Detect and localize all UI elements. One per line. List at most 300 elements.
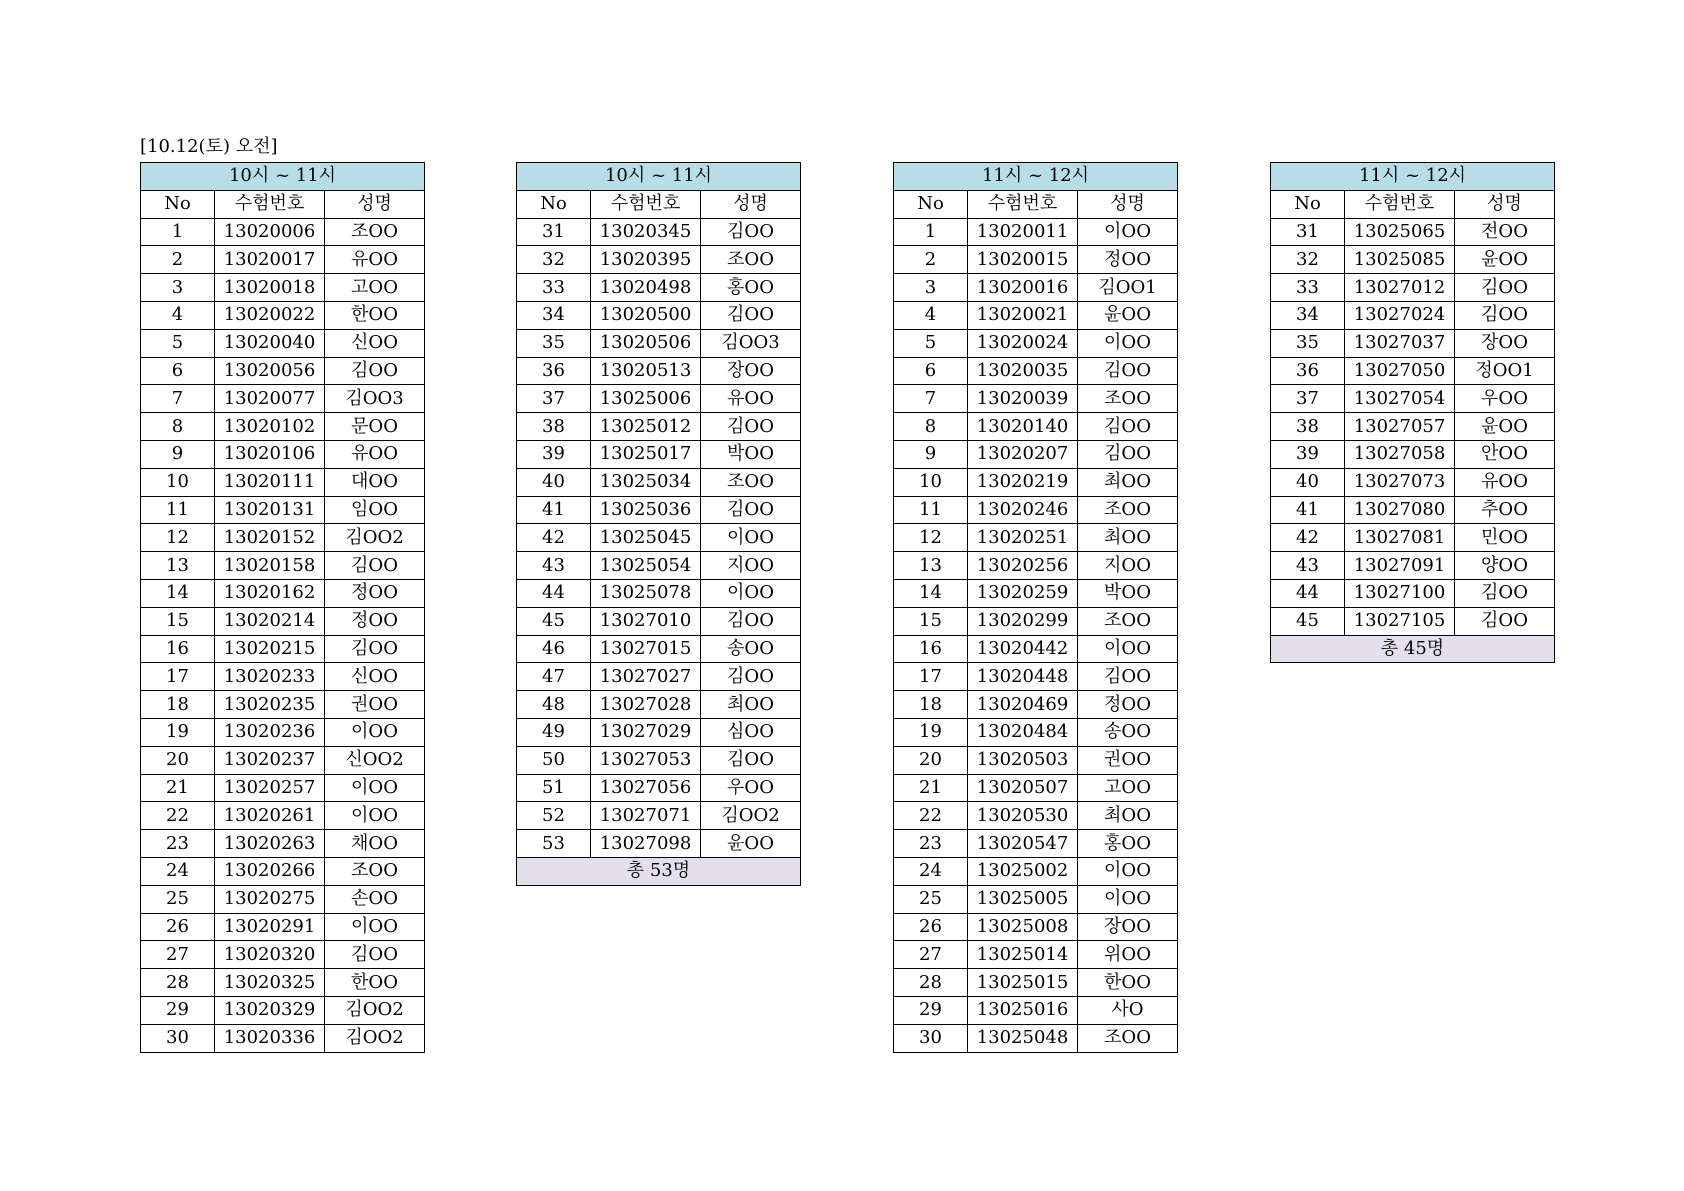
- row-number: 37: [1271, 385, 1345, 413]
- table-row: [141, 607, 425, 635]
- exam-number: 13020039: [968, 385, 1078, 413]
- table-row: [894, 579, 1178, 607]
- column-header-no: No: [894, 190, 968, 218]
- column-header-name: 성명: [1078, 190, 1178, 218]
- table-row: [141, 552, 425, 580]
- table-row: [1271, 218, 1555, 246]
- row-number: 39: [517, 440, 591, 468]
- exam-number: 13020261: [215, 802, 325, 830]
- exam-number: 13027028: [591, 691, 701, 719]
- column-header-no: No: [141, 190, 215, 218]
- candidate-name: 한OO: [325, 969, 425, 997]
- table-row: [1271, 301, 1555, 329]
- row-number: 13: [894, 552, 968, 580]
- table-row: [894, 691, 1178, 719]
- exam-number: 13020158: [215, 552, 325, 580]
- column-header-row: [141, 190, 425, 218]
- exam-number: 13027053: [591, 746, 701, 774]
- exam-number: 13020235: [215, 691, 325, 719]
- candidate-name: 위OO: [1078, 941, 1178, 969]
- candidate-name: 김OO3: [325, 385, 425, 413]
- candidate-name: 홍OO: [1078, 830, 1178, 858]
- exam-number: 13027100: [1345, 579, 1455, 607]
- row-number: 40: [1271, 468, 1345, 496]
- row-number: 3: [141, 274, 215, 302]
- candidate-name: 이OO: [1078, 329, 1178, 357]
- table-row: [141, 969, 425, 997]
- page-title: [10.12(토) 오전]: [140, 136, 278, 157]
- row-number: 31: [517, 218, 591, 246]
- exam-number: 13025065: [1345, 218, 1455, 246]
- exam-number: 13025006: [591, 385, 701, 413]
- candidate-name: 조OO: [1078, 496, 1178, 524]
- table-row: [517, 718, 801, 746]
- row-number: 19: [894, 718, 968, 746]
- table-row: [1271, 440, 1555, 468]
- candidate-name: 고OO: [325, 274, 425, 302]
- candidate-name: 김OO: [1455, 274, 1555, 302]
- candidate-name: 김OO: [325, 635, 425, 663]
- candidate-name: 민OO: [1455, 524, 1555, 552]
- row-number: 30: [894, 1024, 968, 1052]
- candidate-name: 송OO: [1078, 718, 1178, 746]
- table-row: [517, 663, 801, 691]
- candidate-name: 고OO: [1078, 774, 1178, 802]
- candidate-name: 사O: [1078, 996, 1178, 1024]
- exam-number: 13025005: [968, 885, 1078, 913]
- exam-number: 13027058: [1345, 440, 1455, 468]
- exam-number: 13020469: [968, 691, 1078, 719]
- table-row: [894, 746, 1178, 774]
- exam-number: 13020106: [215, 440, 325, 468]
- exam-number: 13020513: [591, 357, 701, 385]
- table-row: [1271, 385, 1555, 413]
- row-number: 3: [894, 274, 968, 302]
- row-number: 35: [517, 329, 591, 357]
- candidate-name: 정OO: [325, 579, 425, 607]
- exam-number: 13020448: [968, 663, 1078, 691]
- exam-number: 13020215: [215, 635, 325, 663]
- row-number: 50: [517, 746, 591, 774]
- candidate-name: 김OO: [701, 663, 801, 691]
- table-row: [517, 746, 801, 774]
- exam-number: 13020246: [968, 496, 1078, 524]
- exam-number: 13025016: [968, 996, 1078, 1024]
- column-header-name: 성명: [1455, 190, 1555, 218]
- exam-number: 13020102: [215, 413, 325, 441]
- exam-number: 13025015: [968, 969, 1078, 997]
- exam-number: 13027015: [591, 635, 701, 663]
- exam-number: 13020236: [215, 718, 325, 746]
- table-row: [1271, 607, 1555, 635]
- column-header-exam-number: 수험번호: [1345, 190, 1455, 218]
- exam-number: 13020207: [968, 440, 1078, 468]
- table-row: [517, 496, 801, 524]
- table-row: [894, 996, 1178, 1024]
- exam-number: 13020251: [968, 524, 1078, 552]
- row-number: 29: [141, 996, 215, 1024]
- exam-number: 13020507: [968, 774, 1078, 802]
- row-number: 23: [141, 830, 215, 858]
- time-slot-row: [141, 163, 425, 191]
- row-number: 10: [894, 468, 968, 496]
- candidate-name: 양OO: [1455, 552, 1555, 580]
- exam-number: 13025085: [1345, 246, 1455, 274]
- table-row: [894, 301, 1178, 329]
- candidate-name: 유OO: [325, 440, 425, 468]
- candidate-name: 김OO: [1078, 663, 1178, 691]
- candidate-name: 김OO: [1078, 413, 1178, 441]
- candidate-name: 윤OO: [1455, 246, 1555, 274]
- table-row: [141, 579, 425, 607]
- table-row: [894, 830, 1178, 858]
- candidate-name: 이OO: [701, 524, 801, 552]
- exam-number: 13027080: [1345, 496, 1455, 524]
- table-row: [141, 468, 425, 496]
- exam-number: 13025014: [968, 941, 1078, 969]
- candidate-name: 김OO: [1455, 607, 1555, 635]
- exam-number: 13027057: [1345, 413, 1455, 441]
- exam-number: 13027105: [1345, 607, 1455, 635]
- exam-number: 13020040: [215, 329, 325, 357]
- table-row: [141, 718, 425, 746]
- column-header-row: [517, 190, 801, 218]
- candidate-name: 임OO: [325, 496, 425, 524]
- candidate-name: 김OO3: [701, 329, 801, 357]
- table-row: [894, 329, 1178, 357]
- exam-number: 13020275: [215, 885, 325, 913]
- candidate-name: 우OO: [701, 774, 801, 802]
- table-row: [517, 607, 801, 635]
- candidate-name: 김OO: [701, 301, 801, 329]
- row-number: 43: [517, 552, 591, 580]
- table-row: [1271, 246, 1555, 274]
- candidate-name: 문OO: [325, 413, 425, 441]
- exam-number: 13020256: [968, 552, 1078, 580]
- candidate-name: 조OO: [325, 857, 425, 885]
- exam-number: 13025002: [968, 857, 1078, 885]
- exam-number: 13020140: [968, 413, 1078, 441]
- row-number: 48: [517, 691, 591, 719]
- row-number: 21: [894, 774, 968, 802]
- time-slot-header: 10시 ~ 11시: [517, 163, 801, 191]
- row-number: 1: [894, 218, 968, 246]
- exam-number: 13020299: [968, 607, 1078, 635]
- table-row: [1271, 496, 1555, 524]
- candidate-name: 손OO: [325, 885, 425, 913]
- row-number: 4: [894, 301, 968, 329]
- roster-table-3: [893, 162, 1178, 1053]
- time-slot-header: 11시 ~ 12시: [1271, 163, 1555, 191]
- column-header-name: 성명: [701, 190, 801, 218]
- row-number: 41: [517, 496, 591, 524]
- table-row: [1271, 274, 1555, 302]
- table-row: [517, 246, 801, 274]
- exam-number: 13020547: [968, 830, 1078, 858]
- exam-number: 13020336: [215, 1024, 325, 1052]
- time-slot-header: 11시 ~ 12시: [894, 163, 1178, 191]
- exam-number: 13025045: [591, 524, 701, 552]
- row-number: 4: [141, 301, 215, 329]
- row-number: 45: [517, 607, 591, 635]
- row-number: 31: [1271, 218, 1345, 246]
- exam-number: 13020503: [968, 746, 1078, 774]
- row-number: 20: [141, 746, 215, 774]
- row-number: 25: [141, 885, 215, 913]
- row-number: 11: [141, 496, 215, 524]
- table-row: [141, 440, 425, 468]
- table-row: [517, 830, 801, 858]
- candidate-name: 김OO: [1455, 579, 1555, 607]
- row-number: 6: [141, 357, 215, 385]
- candidate-name: 김OO: [701, 218, 801, 246]
- exam-number: 13020291: [215, 913, 325, 941]
- candidate-name: 장OO: [701, 357, 801, 385]
- row-number: 26: [141, 913, 215, 941]
- column-header-name: 성명: [325, 190, 425, 218]
- exam-number: 13027050: [1345, 357, 1455, 385]
- table-row: [141, 524, 425, 552]
- exam-number: 13027010: [591, 607, 701, 635]
- row-number: 42: [1271, 524, 1345, 552]
- row-number: 41: [1271, 496, 1345, 524]
- row-number: 28: [894, 969, 968, 997]
- candidate-name: 김OO: [701, 607, 801, 635]
- table-row: [894, 635, 1178, 663]
- exam-number: 13020011: [968, 218, 1078, 246]
- exam-number: 13025048: [968, 1024, 1078, 1052]
- exam-number: 13020345: [591, 218, 701, 246]
- row-number: 49: [517, 718, 591, 746]
- row-number: 12: [141, 524, 215, 552]
- time-slot-row: [517, 163, 801, 191]
- exam-number: 13027071: [591, 802, 701, 830]
- table-row: [517, 524, 801, 552]
- row-number: 8: [141, 413, 215, 441]
- row-number: 23: [894, 830, 968, 858]
- table-row: [141, 301, 425, 329]
- table-row: [141, 857, 425, 885]
- table-row: [141, 802, 425, 830]
- total-count: 총 53명: [517, 857, 801, 885]
- table-row: [517, 440, 801, 468]
- table-row: [894, 774, 1178, 802]
- row-number: 7: [141, 385, 215, 413]
- row-number: 24: [894, 857, 968, 885]
- exam-number: 13020017: [215, 246, 325, 274]
- exam-number: 13020162: [215, 579, 325, 607]
- row-number: 16: [141, 635, 215, 663]
- table-row: [517, 802, 801, 830]
- candidate-name: 이OO: [325, 718, 425, 746]
- table-row: [517, 385, 801, 413]
- exam-number: 13020320: [215, 941, 325, 969]
- exam-number: 13027073: [1345, 468, 1455, 496]
- row-number: 46: [517, 635, 591, 663]
- candidate-name: 김OO: [325, 552, 425, 580]
- candidate-name: 지OO: [1078, 552, 1178, 580]
- candidate-name: 김OO2: [325, 1024, 425, 1052]
- exam-number: 13020111: [215, 468, 325, 496]
- candidate-name: 조OO: [701, 246, 801, 274]
- candidate-name: 권OO: [1078, 746, 1178, 774]
- exam-number: 13020325: [215, 969, 325, 997]
- row-number: 2: [141, 246, 215, 274]
- row-number: 36: [517, 357, 591, 385]
- candidate-name: 권OO: [325, 691, 425, 719]
- exam-number: 13020498: [591, 274, 701, 302]
- exam-number: 13025008: [968, 913, 1078, 941]
- row-number: 33: [517, 274, 591, 302]
- column-header-no: No: [1271, 190, 1345, 218]
- row-number: 33: [1271, 274, 1345, 302]
- exam-number: 13020500: [591, 301, 701, 329]
- row-number: 44: [517, 579, 591, 607]
- exam-number: 13027091: [1345, 552, 1455, 580]
- exam-number: 13020018: [215, 274, 325, 302]
- row-number: 34: [517, 301, 591, 329]
- candidate-name: 유OO: [701, 385, 801, 413]
- table-row: [1271, 413, 1555, 441]
- candidate-name: 김OO2: [701, 802, 801, 830]
- table-row: [141, 941, 425, 969]
- row-number: 17: [141, 663, 215, 691]
- table-row: [141, 413, 425, 441]
- row-number: 45: [1271, 607, 1345, 635]
- candidate-name: 이OO: [325, 802, 425, 830]
- exam-number: 13020263: [215, 830, 325, 858]
- candidate-name: 이OO: [1078, 885, 1178, 913]
- column-header-exam-number: 수험번호: [968, 190, 1078, 218]
- table-row: [894, 218, 1178, 246]
- exam-number: 13027056: [591, 774, 701, 802]
- candidate-name: 김OO: [701, 746, 801, 774]
- candidate-name: 안OO: [1455, 440, 1555, 468]
- candidate-name: 유OO: [1455, 468, 1555, 496]
- total-row: [1271, 635, 1555, 663]
- table-row: [141, 246, 425, 274]
- table-row: [894, 802, 1178, 830]
- column-header-exam-number: 수험번호: [215, 190, 325, 218]
- row-number: 35: [1271, 329, 1345, 357]
- candidate-name: 윤OO: [1078, 301, 1178, 329]
- exam-number: 13027037: [1345, 329, 1455, 357]
- candidate-name: 우OO: [1455, 385, 1555, 413]
- row-number: 51: [517, 774, 591, 802]
- row-number: 6: [894, 357, 968, 385]
- candidate-name: 윤OO: [701, 830, 801, 858]
- exam-number: 13025017: [591, 440, 701, 468]
- candidate-name: 신OO: [325, 329, 425, 357]
- candidate-name: 조OO: [1078, 1024, 1178, 1052]
- row-number: 9: [894, 440, 968, 468]
- table-row: [894, 357, 1178, 385]
- row-number: 19: [141, 718, 215, 746]
- candidate-name: 김OO: [701, 496, 801, 524]
- candidate-name: 김OO2: [325, 524, 425, 552]
- exam-number: 13020131: [215, 496, 325, 524]
- exam-number: 13020329: [215, 996, 325, 1024]
- total-count: 총 45명: [1271, 635, 1555, 663]
- table-row: [894, 969, 1178, 997]
- row-number: 14: [141, 579, 215, 607]
- table-row: [894, 552, 1178, 580]
- exam-number: 13020506: [591, 329, 701, 357]
- candidate-name: 김OO: [1078, 357, 1178, 385]
- table-row: [141, 774, 425, 802]
- row-number: 15: [141, 607, 215, 635]
- row-number: 1: [141, 218, 215, 246]
- exam-number: 13027012: [1345, 274, 1455, 302]
- table-row: [894, 607, 1178, 635]
- candidate-name: 홍OO: [701, 274, 801, 302]
- table-row: [894, 718, 1178, 746]
- table-row: [894, 1024, 1178, 1052]
- row-number: 32: [517, 246, 591, 274]
- table-row: [517, 329, 801, 357]
- table-row: [141, 830, 425, 858]
- row-number: 36: [1271, 357, 1345, 385]
- exam-number: 13020035: [968, 357, 1078, 385]
- table-row: [141, 1024, 425, 1052]
- exam-number: 13020006: [215, 218, 325, 246]
- table-row: [141, 274, 425, 302]
- candidate-name: 김OO: [325, 357, 425, 385]
- candidate-name: 심OO: [701, 718, 801, 746]
- row-number: 9: [141, 440, 215, 468]
- exam-number: 13025012: [591, 413, 701, 441]
- exam-number: 13025078: [591, 579, 701, 607]
- row-number: 16: [894, 635, 968, 663]
- row-number: 29: [894, 996, 968, 1024]
- row-number: 13: [141, 552, 215, 580]
- exam-number: 13020077: [215, 385, 325, 413]
- exam-number: 13020016: [968, 274, 1078, 302]
- row-number: 27: [894, 941, 968, 969]
- candidate-name: 김OO: [701, 413, 801, 441]
- row-number: 5: [894, 329, 968, 357]
- table-row: [1271, 524, 1555, 552]
- exam-number: 13020395: [591, 246, 701, 274]
- exam-number: 13027098: [591, 830, 701, 858]
- row-number: 22: [894, 802, 968, 830]
- table-row: [141, 357, 425, 385]
- row-number: 39: [1271, 440, 1345, 468]
- table-row: [517, 357, 801, 385]
- exam-number: 13020233: [215, 663, 325, 691]
- table-row: [141, 885, 425, 913]
- candidate-name: 김OO: [1455, 301, 1555, 329]
- row-number: 28: [141, 969, 215, 997]
- candidate-name: 최OO: [701, 691, 801, 719]
- exam-number: 13027054: [1345, 385, 1455, 413]
- table-row: [517, 413, 801, 441]
- table-row: [894, 941, 1178, 969]
- row-number: 22: [141, 802, 215, 830]
- row-number: 47: [517, 663, 591, 691]
- exam-number: 13020530: [968, 802, 1078, 830]
- table-row: [141, 913, 425, 941]
- table-row: [141, 691, 425, 719]
- row-number: 12: [894, 524, 968, 552]
- candidate-name: 조OO: [325, 218, 425, 246]
- candidate-name: 채OO: [325, 830, 425, 858]
- exam-number: 13020021: [968, 301, 1078, 329]
- candidate-name: 정OO: [325, 607, 425, 635]
- row-number: 53: [517, 830, 591, 858]
- exam-number: 13020214: [215, 607, 325, 635]
- candidate-name: 조OO: [1078, 385, 1178, 413]
